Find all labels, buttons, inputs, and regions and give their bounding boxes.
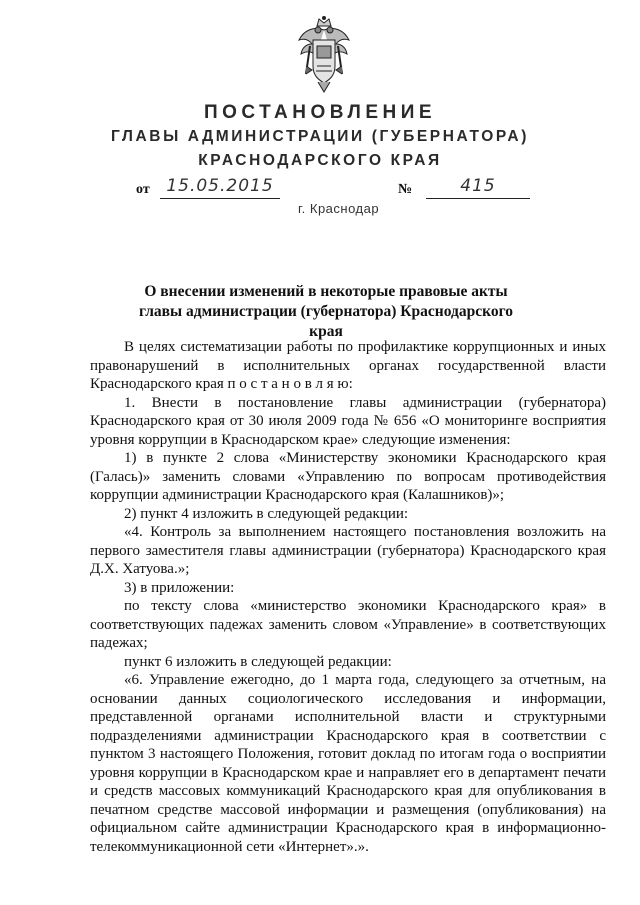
coat-of-arms-icon	[296, 16, 352, 96]
issuer-line-2: КРАСНОДАРСКОГО КРАЯ	[198, 152, 442, 169]
paragraph: «4. Контроль за выполнением настоящего постановления возложить на первого заместителя главы администрации (губернатора) Краснодарского края Д.Х. Хатуова.»;	[90, 524, 606, 577]
date-field: 15.05.2015	[160, 176, 280, 199]
date-label: от	[136, 182, 150, 197]
number-field: 415	[426, 176, 530, 199]
paragraph: 3) в приложении:	[124, 579, 235, 596]
paragraph: В целях систематизации работы по профилактике коррупционных и иных правонарушений в исполнительных органах государственной власти Краснодарского края п о с т а н о в л я ю:	[90, 339, 606, 392]
paragraph: по тексту слова «министерство экономики Краснодарского края» в соответствующих падежах заменить словом «Управление» в соответствующих падежах;	[90, 598, 606, 651]
document-body	[90, 338, 606, 856]
paragraph: «6. Управление ежегодно, до 1 марта года, следующего за отчетным, на основании данных социологического исследования и информации, представленной органами исполнительной власти и структурными подразделениями администрации Краснодарского края в соответствии с пунктом 3 настоящего Положения, готовит доклад по итогам года о восприятии уровня коррупции в Краснодарском крае и направляет его в департамент печати и средств массовых коммуникаций Краснодарского края для опубликования в печатном средстве массовой информации и размещения (опубликования) на официальном сайте администрации Краснодарского края в информационно-телекоммуникационной сети «Интернет».».	[90, 672, 606, 855]
paragraph: 1. Внести в постановление главы администрации (губернатора) Краснодарского края от 30 июля 2009 года № 656 «О мониторинге восприятия уровня коррупции в Краснодарском крае» следующие изменения:	[90, 394, 606, 448]
paragraph: 2) пункт 4 изложить в следующей редакции:	[124, 505, 409, 522]
document-title: ПОСТАНОВЛЕНИЕ	[203, 102, 437, 123]
issuer-line-1: ГЛАВЫ АДМИНИСТРАЦИИ (ГУБЕРНАТОРА)	[111, 128, 529, 145]
paragraph: 1) в пункте 2 слова «Министерству экономики Краснодарского края (Галась)» заменить словами «Управлению по вопросам противодействия коррупции администрации Краснодарского края (Калашников)»;	[90, 450, 606, 503]
document-subject: О внесении изменений в некоторые правовые акты главы администрации (губернатора) Краснодарского края	[138, 283, 514, 340]
paragraph: пункт 6 изложить в следующей редакции:	[124, 653, 392, 670]
city-label: г. Краснодар	[298, 201, 380, 216]
number-label: №	[398, 182, 413, 197]
